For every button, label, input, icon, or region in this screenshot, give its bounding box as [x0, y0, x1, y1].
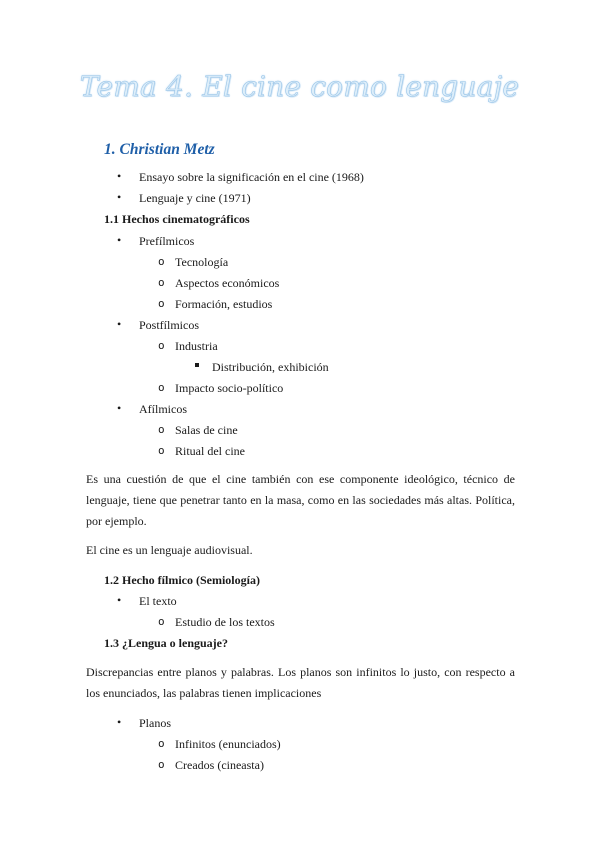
- list-item-prefilmicos: • Prefílmicos: [139, 234, 194, 248]
- list-item: • Ensayo sobre la significación en el cine (1968): [139, 170, 364, 184]
- list-item: • Lenguaje y cine (1971): [139, 191, 251, 205]
- paragraph: Discrepancias entre planos y palabras. Los planos son infinitos lo justo, con respecto a los enunciados, las palabras tienen implicaciones: [86, 665, 515, 700]
- list-subitem: o Salas de cine: [175, 423, 238, 437]
- subsection-heading-hecho-filmico: 1.2 Hecho fílmico (Semiología): [104, 573, 260, 587]
- list-subitem: o Estudio de los textos: [175, 615, 275, 629]
- list-item: • Planos: [139, 716, 171, 730]
- list-subsubitem: Distribución, exhibición: [212, 360, 329, 374]
- subsection-heading-hechos: 1.1 Hechos cinematográficos: [104, 212, 250, 226]
- list-subitem: o Creados (cineasta): [175, 758, 264, 772]
- list-item-postfilmicos: • Postfílmicos: [139, 318, 199, 332]
- paragraph: Es una cuestión de que el cine también con ese componente ideológico, técnico de lenguaje, tiene que penetrar tanto en la masa, como en las sociedades más altas. Política, por ejemplo.: [86, 472, 515, 528]
- list-subitem: o Industria: [175, 339, 218, 353]
- list-subitem: o Aspectos económicos: [175, 276, 279, 290]
- list-subitem: o Infinitos (enunciados): [175, 737, 281, 751]
- paragraph: El cine es un lenguaje audiovisual.: [86, 543, 253, 557]
- section-heading-christian-metz: 1. Christian Metz: [104, 141, 215, 158]
- list-subitem: o Impacto socio-político: [175, 381, 283, 395]
- list-subitem: o Tecnología: [175, 255, 228, 269]
- list-item-afilmicos: • Afílmicos: [139, 402, 187, 416]
- subsection-heading-lengua: 1.3 ¿Lengua o lenguaje?: [104, 636, 229, 650]
- document-title: Tema 4. El cine como lenguaje: [79, 70, 520, 103]
- list-subitem: o Ritual del cine: [175, 444, 245, 458]
- list-subitem: o Formación, estudios: [175, 297, 272, 311]
- list-item: • El texto: [139, 594, 177, 608]
